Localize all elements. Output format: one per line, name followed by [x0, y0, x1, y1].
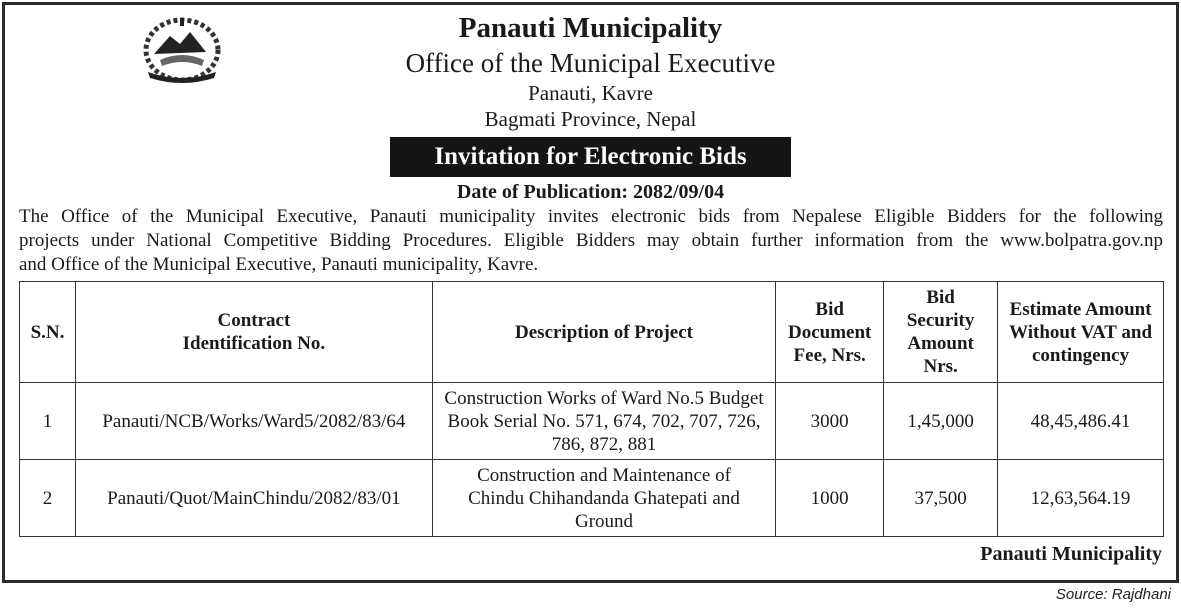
header-security: Bid Security Amount Nrs.	[884, 282, 998, 383]
source-credit: Source: Rajdhani	[1055, 586, 1171, 603]
cell-contract-id: Panauti/NCB/Works/Ward5/2082/83/64	[75, 383, 432, 460]
cell-estimate: 48,45,486.41	[998, 383, 1164, 460]
cell-description: Construction and Maintenance of Chindu Chihandanda Ghatepati and Ground	[432, 460, 775, 537]
cell-contract-id: Panauti/Quot/MainChindu/2082/83/01	[75, 460, 432, 537]
cell-description: Construction Works of Ward No.5 Budget Book Serial No. 571, 674, 702, 707, 726, 786, 872, 881	[432, 383, 775, 460]
header-description: Description of Project	[432, 282, 775, 383]
header-contract-id: Contract Identification No.	[75, 282, 432, 383]
cell-fee: 1000	[776, 460, 884, 537]
cell-estimate: 12,63,564.19	[998, 460, 1164, 537]
cell-security: 1,45,000	[884, 383, 998, 460]
address-line-2: Bagmati Province, Nepal	[484, 107, 697, 131]
signature: Panauti Municipality	[980, 543, 1162, 565]
publication-date: Date of Publication: 2082/09/04	[456, 181, 725, 203]
municipality-title: Panauti Municipality	[458, 12, 723, 44]
intro-paragraph	[19, 205, 1163, 277]
cell-sn: 1	[20, 383, 76, 460]
table-row	[20, 383, 1164, 460]
cell-fee: 3000	[776, 383, 884, 460]
intro-line: and Office of the Municipal Executive, Panauti municipality, Kavre.	[19, 254, 539, 275]
header-estimate: Estimate Amount Without VAT and contingency	[998, 282, 1164, 383]
header-sn: S.N.	[20, 282, 76, 383]
bids-table	[19, 281, 1164, 537]
table-header-row	[20, 282, 1164, 383]
cell-security: 37,500	[884, 460, 998, 537]
intro-line: projects under National Competitive Bidding Procedures. Eligible Bidders may obtain further information from the www.bolpatra.gov.np	[19, 230, 1163, 251]
cell-sn: 2	[20, 460, 76, 537]
header-fee: Bid Document Fee, Nrs.	[776, 282, 884, 383]
notice-banner: Invitation for Electronic Bids	[390, 137, 791, 177]
intro-line: The Office of the Municipal Executive, Panauti municipality invites electronic bids from Nepalese Eligible Bidders for the following	[19, 206, 1163, 227]
address-line-1: Panauti, Kavre	[528, 81, 653, 105]
table-row	[20, 460, 1164, 537]
office-name: Office of the Municipal Executive	[405, 48, 776, 78]
